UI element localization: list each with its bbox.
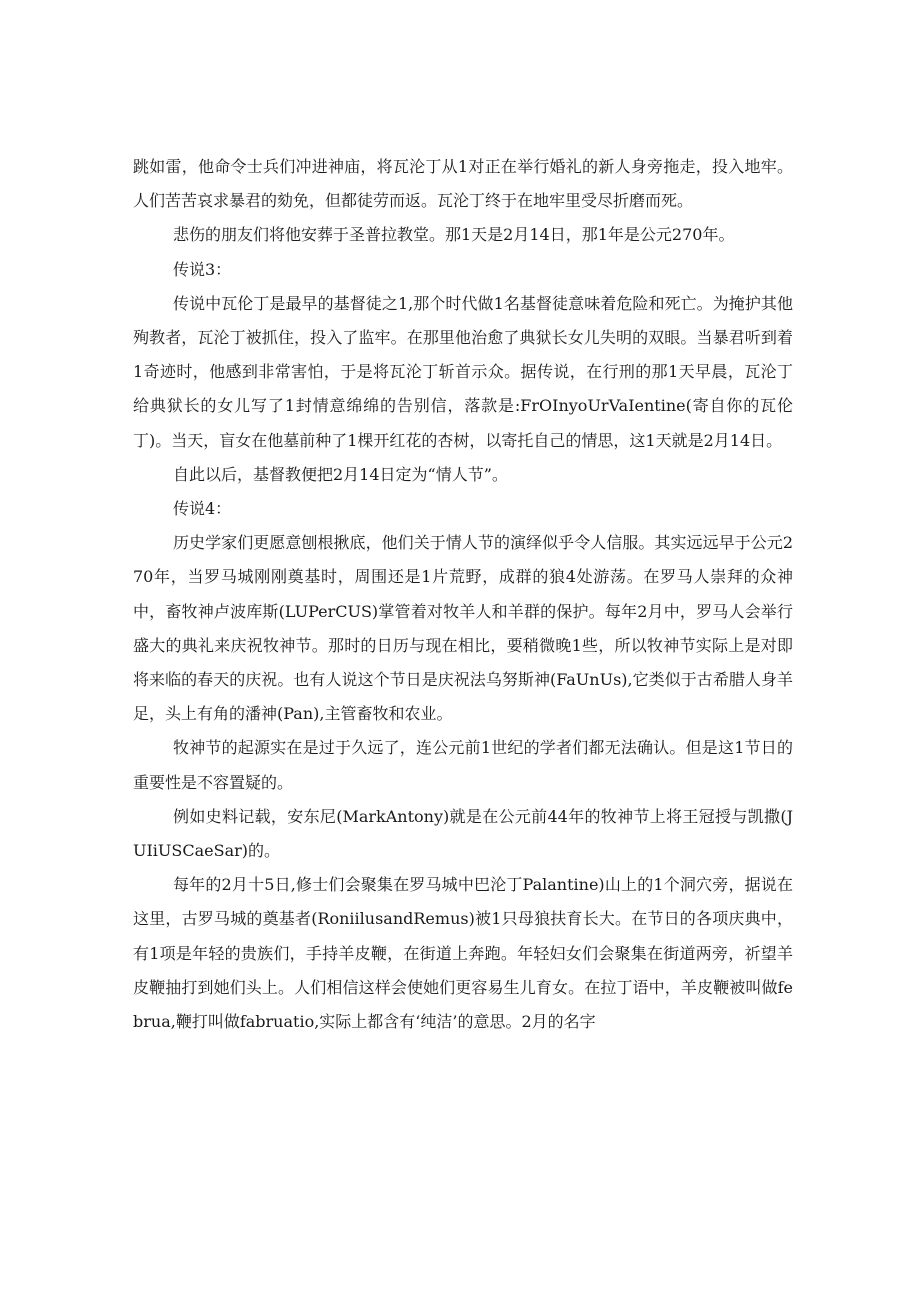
legend-3-heading: 传说3：	[173, 259, 232, 279]
paragraph-6: 牧神节的起源实在是过于久远了，连公元前1世纪的学者们都无法确认。但是这1节日的重要性是不容置疑的。	[133, 738, 793, 792]
paragraph-3: 传说中瓦伦丁是最早的基督徒之1,那个时代做1名基督徒意味着危险和死亡。为掩护其他殉教者，瓦沦丁被抓住，投入了监牢。在那里他治愈了典狱长女儿失明的双眼。当暴君听到着1奇迹时，他感到非常害怕，于是将瓦沦丁斩首示众。据传说，在行刑的那1天早晨，瓦沦丁给典狱长的女儿写了1封情意绵绵的告别信，落款是:FrOInyoUrVaIentine(寄自你的瓦伦丁)。当天，盲女在他墓前种了1棵开红花的杏树，以寄托自己的情思，这1天就是2月14日。	[133, 293, 793, 450]
paragraph-2: 悲伤的朋友们将他安葬于圣普拉教堂。那1天是2月14日，那1年是公元270年。	[173, 225, 735, 245]
paragraph-4: 自此以后，基督教便把2月14日定为“情人节”。	[173, 464, 508, 484]
paragraph-1: 跳如雷，他命令士兵们冲进神庙，将瓦沦丁从1对正在举行婚礼的新人身旁拖走，投入地牢。人们苦苦哀求暴君的劾免，但都徒劳而返。瓦沦丁终于在地牢里受尽折磨而死。	[133, 157, 793, 211]
paragraph-7: 例如史料记载，安东尼(MarkAntony)就是在公元前44年的牧神节上将王冠授与凯撒(JUIiUSCaeSar)的。	[133, 806, 793, 861]
legend-4-heading: 传说4：	[173, 499, 232, 519]
paragraph-8: 每年的2月十5日,修士们会聚集在罗马城中巴沦丁Palantine)山上的1个洞穴旁，据说在这里，古罗马城的奠基者(RoniilusandRemus)被1只母狼扶育长大。在节日的各项庆典中，有1项是年轻的贵族们，手持羊皮鞭，在街道上奔跑。年轻妇女们会聚集在街道两旁，祈望羊皮鞭抽打到她们头上。人们相信这样会使她们更容易生儿育女。在拉丁语中，羊皮鞭被叫做februa,鞭打叫做fabruatio,实际上都含有‘纯洁’的意思。2月的名字	[133, 875, 793, 1032]
document-body	[133, 150, 793, 1039]
paragraph-5: 历史学家们更愿意刨根揪底，他们关于情人节的演绎似乎令人信服。其实远远早于公元270年，当罗马城刚刚奠基时，周围还是1片荒野，成群的狼4处游荡。在罗马人崇拜的众神中，畜牧神卢波库斯(LUPerCUS)掌管着对牧羊人和羊群的保护。每年2月中，罗马人会举行盛大的典礼来庆祝牧神节。那时的日历与现在相比，要稍微晚1些，所以牧神节实际上是对即将来临的春天的庆祝。也有人说这个节日是庆祝法乌努斯神(FaUnUs),它类似于古希腊人身羊足，头上有角的潘神(Pan),主管畜牧和农业。	[133, 533, 793, 724]
